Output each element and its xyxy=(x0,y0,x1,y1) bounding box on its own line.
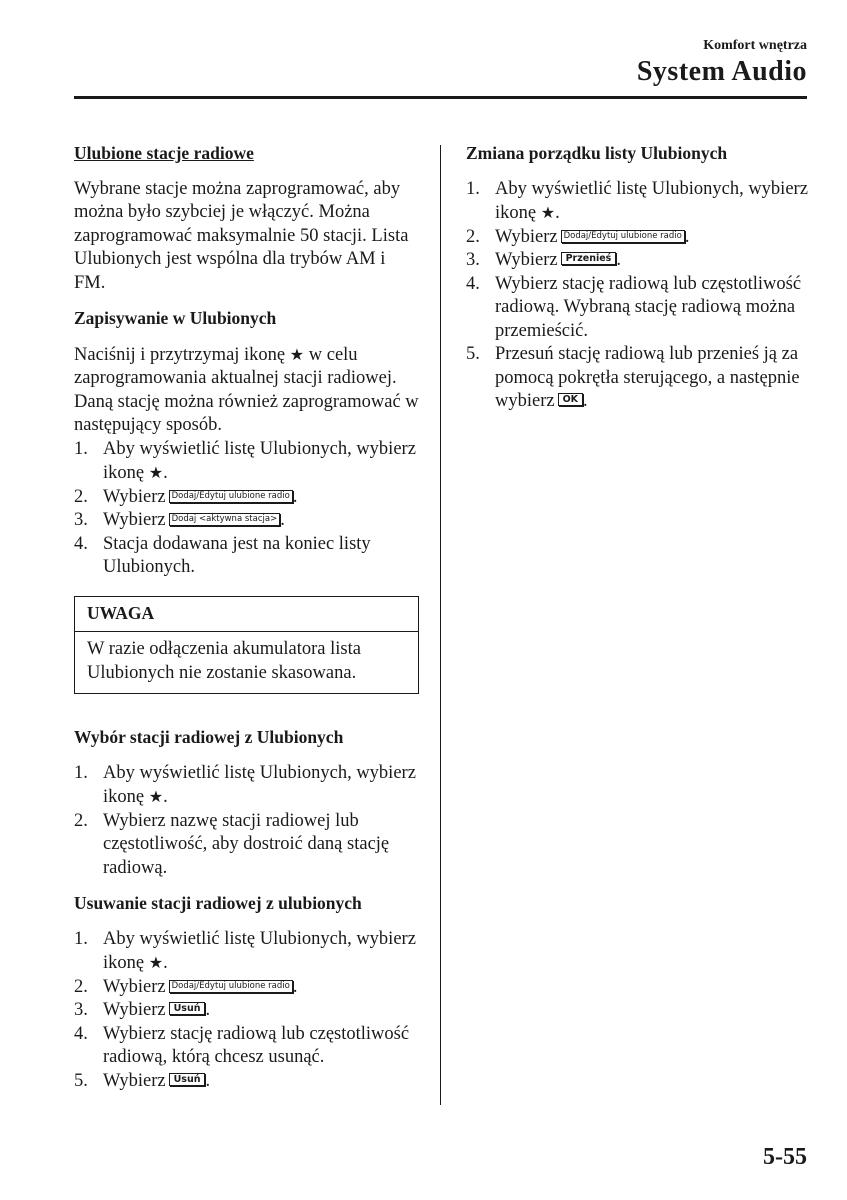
note-text: W razie odłączenia akumulatora lista Ulubionych nie zostanie skasowana. xyxy=(87,639,361,683)
step-text xyxy=(495,343,811,414)
step-text-b: . xyxy=(280,510,285,530)
step-text-a: Wybierz xyxy=(103,510,166,530)
step-text-b: . xyxy=(583,391,588,411)
star-icon: ★ xyxy=(289,344,305,364)
header-section: Komfort wnętrza xyxy=(703,38,807,53)
step-number: 3. xyxy=(466,250,480,270)
step-number: 5. xyxy=(74,1070,88,1091)
star-icon: ★ xyxy=(148,787,164,806)
list-item xyxy=(466,249,811,273)
list-item xyxy=(466,343,811,414)
step-number: 1. xyxy=(466,178,480,199)
save-intro xyxy=(74,343,419,438)
list-item xyxy=(74,999,419,1023)
step-number: 1. xyxy=(74,928,88,949)
step-text-a: Wybierz xyxy=(495,226,558,247)
step-text-b: . xyxy=(163,953,168,973)
list-item xyxy=(74,976,419,1000)
step-text xyxy=(495,249,621,273)
delete-button: Usuń xyxy=(169,1002,206,1015)
column-divider xyxy=(440,145,441,1105)
step-text: Wybierz stację radiową lub częstotliwość radiową, którą chcesz usunąć. xyxy=(103,1023,410,1067)
step-number: 5. xyxy=(466,344,480,364)
header-rule xyxy=(74,96,807,99)
step-number: 2. xyxy=(74,976,88,997)
step-number: 1. xyxy=(74,438,88,459)
step-text-a: Wybierz xyxy=(103,486,166,507)
step-text-b: . xyxy=(163,463,168,483)
step-text xyxy=(495,226,689,250)
add-edit-favorites-button: Dodaj/Edytuj ulubione radio xyxy=(561,230,685,243)
star-icon: ★ xyxy=(540,203,556,222)
list-item xyxy=(74,1070,419,1094)
list-item xyxy=(466,178,811,226)
reorder-heading: Zmiana porządku listy Ulubionych xyxy=(466,143,728,163)
ok-button: OK xyxy=(558,393,583,406)
step-text-b: . xyxy=(205,1070,211,1091)
step-text: Stacja dodawana jest na koniec listy Ulubionych. xyxy=(103,533,371,577)
list-item xyxy=(74,810,419,881)
note-box xyxy=(74,596,419,695)
page-title: System Audio xyxy=(636,56,807,87)
save-intro-text-a: Naciśnij i przytrzymaj ikonę xyxy=(74,344,286,365)
step-text-a: Aby wyświetlić listę Ulubionych, wybierz ikonę xyxy=(495,178,808,223)
step-text-b: . xyxy=(555,203,560,223)
step-text xyxy=(103,976,297,1000)
step-text: Wybierz stację radiową lub częstotliwość radiową. Wybraną stację radiową można przemieścić. xyxy=(495,273,802,341)
step-number: 3. xyxy=(74,510,88,530)
step-number: 2. xyxy=(74,810,88,831)
list-item xyxy=(74,438,419,486)
step-text-a: Wybierz xyxy=(103,1000,166,1020)
note-title: UWAGA xyxy=(75,597,418,633)
step-text xyxy=(103,438,419,486)
left-column xyxy=(74,142,419,1093)
page-number: 5-55 xyxy=(763,1144,807,1170)
step-text xyxy=(103,999,210,1023)
list-item xyxy=(74,762,419,810)
step-text-b: . xyxy=(205,1000,211,1020)
select-heading: Wybór stacji radiowej z Ulubionych xyxy=(74,727,344,747)
step-number: 3. xyxy=(74,1000,88,1020)
step-number: 2. xyxy=(74,486,88,507)
step-text xyxy=(103,762,419,810)
step-number: 2. xyxy=(466,226,480,247)
step-text xyxy=(103,1070,210,1094)
step-text-b: . xyxy=(684,226,690,247)
add-active-station-button: Dodaj <aktywna stacja> xyxy=(169,513,281,526)
step-text xyxy=(495,178,811,226)
move-button: Przenieś xyxy=(561,252,617,265)
step-text xyxy=(103,509,285,533)
delete-heading: Usuwanie stacji radiowej z ulubionych xyxy=(74,893,362,913)
star-icon: ★ xyxy=(148,463,164,482)
favorites-intro: Wybrane stacje można zaprogramować, aby można było szybciej je włączyć. Można zaprogramować maksymalnie 50 stacji. Lista Ulubionych jest wspólna dla trybów AM i FM. xyxy=(74,178,409,293)
step-text-b: . xyxy=(292,486,298,507)
step-text xyxy=(103,928,419,976)
save-heading: Zapisywanie w Ulubionych xyxy=(74,308,277,328)
save-steps xyxy=(74,438,419,580)
step-text-a: Wybierz xyxy=(103,976,166,997)
add-edit-favorites-button: Dodaj/Edytuj ulubione radio xyxy=(169,980,293,993)
step-text: Wybierz nazwę stacji radiowej lub częstotliwość, aby dostroić daną stację radiową. xyxy=(103,810,390,878)
list-item xyxy=(74,1023,419,1070)
step-text-a: Wybierz xyxy=(495,250,558,270)
add-edit-favorites-button: Dodaj/Edytuj ulubione radio xyxy=(169,490,293,503)
step-number: 4. xyxy=(466,273,480,294)
list-item xyxy=(74,533,419,580)
step-text-b: . xyxy=(292,976,298,997)
list-item xyxy=(466,226,811,250)
list-item xyxy=(74,509,419,533)
step-number: 1. xyxy=(74,762,88,783)
step-text-b: . xyxy=(163,787,168,807)
step-text-a: Przesuń stację radiową lub przenieś ją za pomocą pokrętła sterującego, a następnie wybierz xyxy=(495,344,800,411)
right-column xyxy=(466,142,811,414)
save-intro-text-b: w celu zaprogramowania aktualnej stacji radiowej. Daną stację można również zaprogramować w następujący sposób. xyxy=(74,344,419,435)
list-item xyxy=(74,486,419,510)
list-item xyxy=(74,928,419,976)
step-number: 4. xyxy=(74,533,88,554)
step-text-a: Aby wyświetlić listę Ulubionych, wybierz ikonę xyxy=(103,928,416,973)
step-text-b: . xyxy=(616,250,621,270)
select-steps xyxy=(74,762,419,881)
step-text-a: Wybierz xyxy=(103,1070,166,1091)
reorder-steps xyxy=(466,178,811,414)
list-item xyxy=(466,273,811,344)
step-text-a: Aby wyświetlić listę Ulubionych, wybierz ikonę xyxy=(103,438,416,483)
step-text xyxy=(103,486,297,510)
step-number: 4. xyxy=(74,1023,88,1044)
star-icon: ★ xyxy=(148,953,164,972)
delete-button: Usuń xyxy=(169,1073,206,1086)
favorites-heading: Ulubione stacje radiowe xyxy=(74,143,254,163)
delete-steps xyxy=(74,928,419,1094)
step-text-a: Aby wyświetlić listę Ulubionych, wybierz ikonę xyxy=(103,762,416,807)
